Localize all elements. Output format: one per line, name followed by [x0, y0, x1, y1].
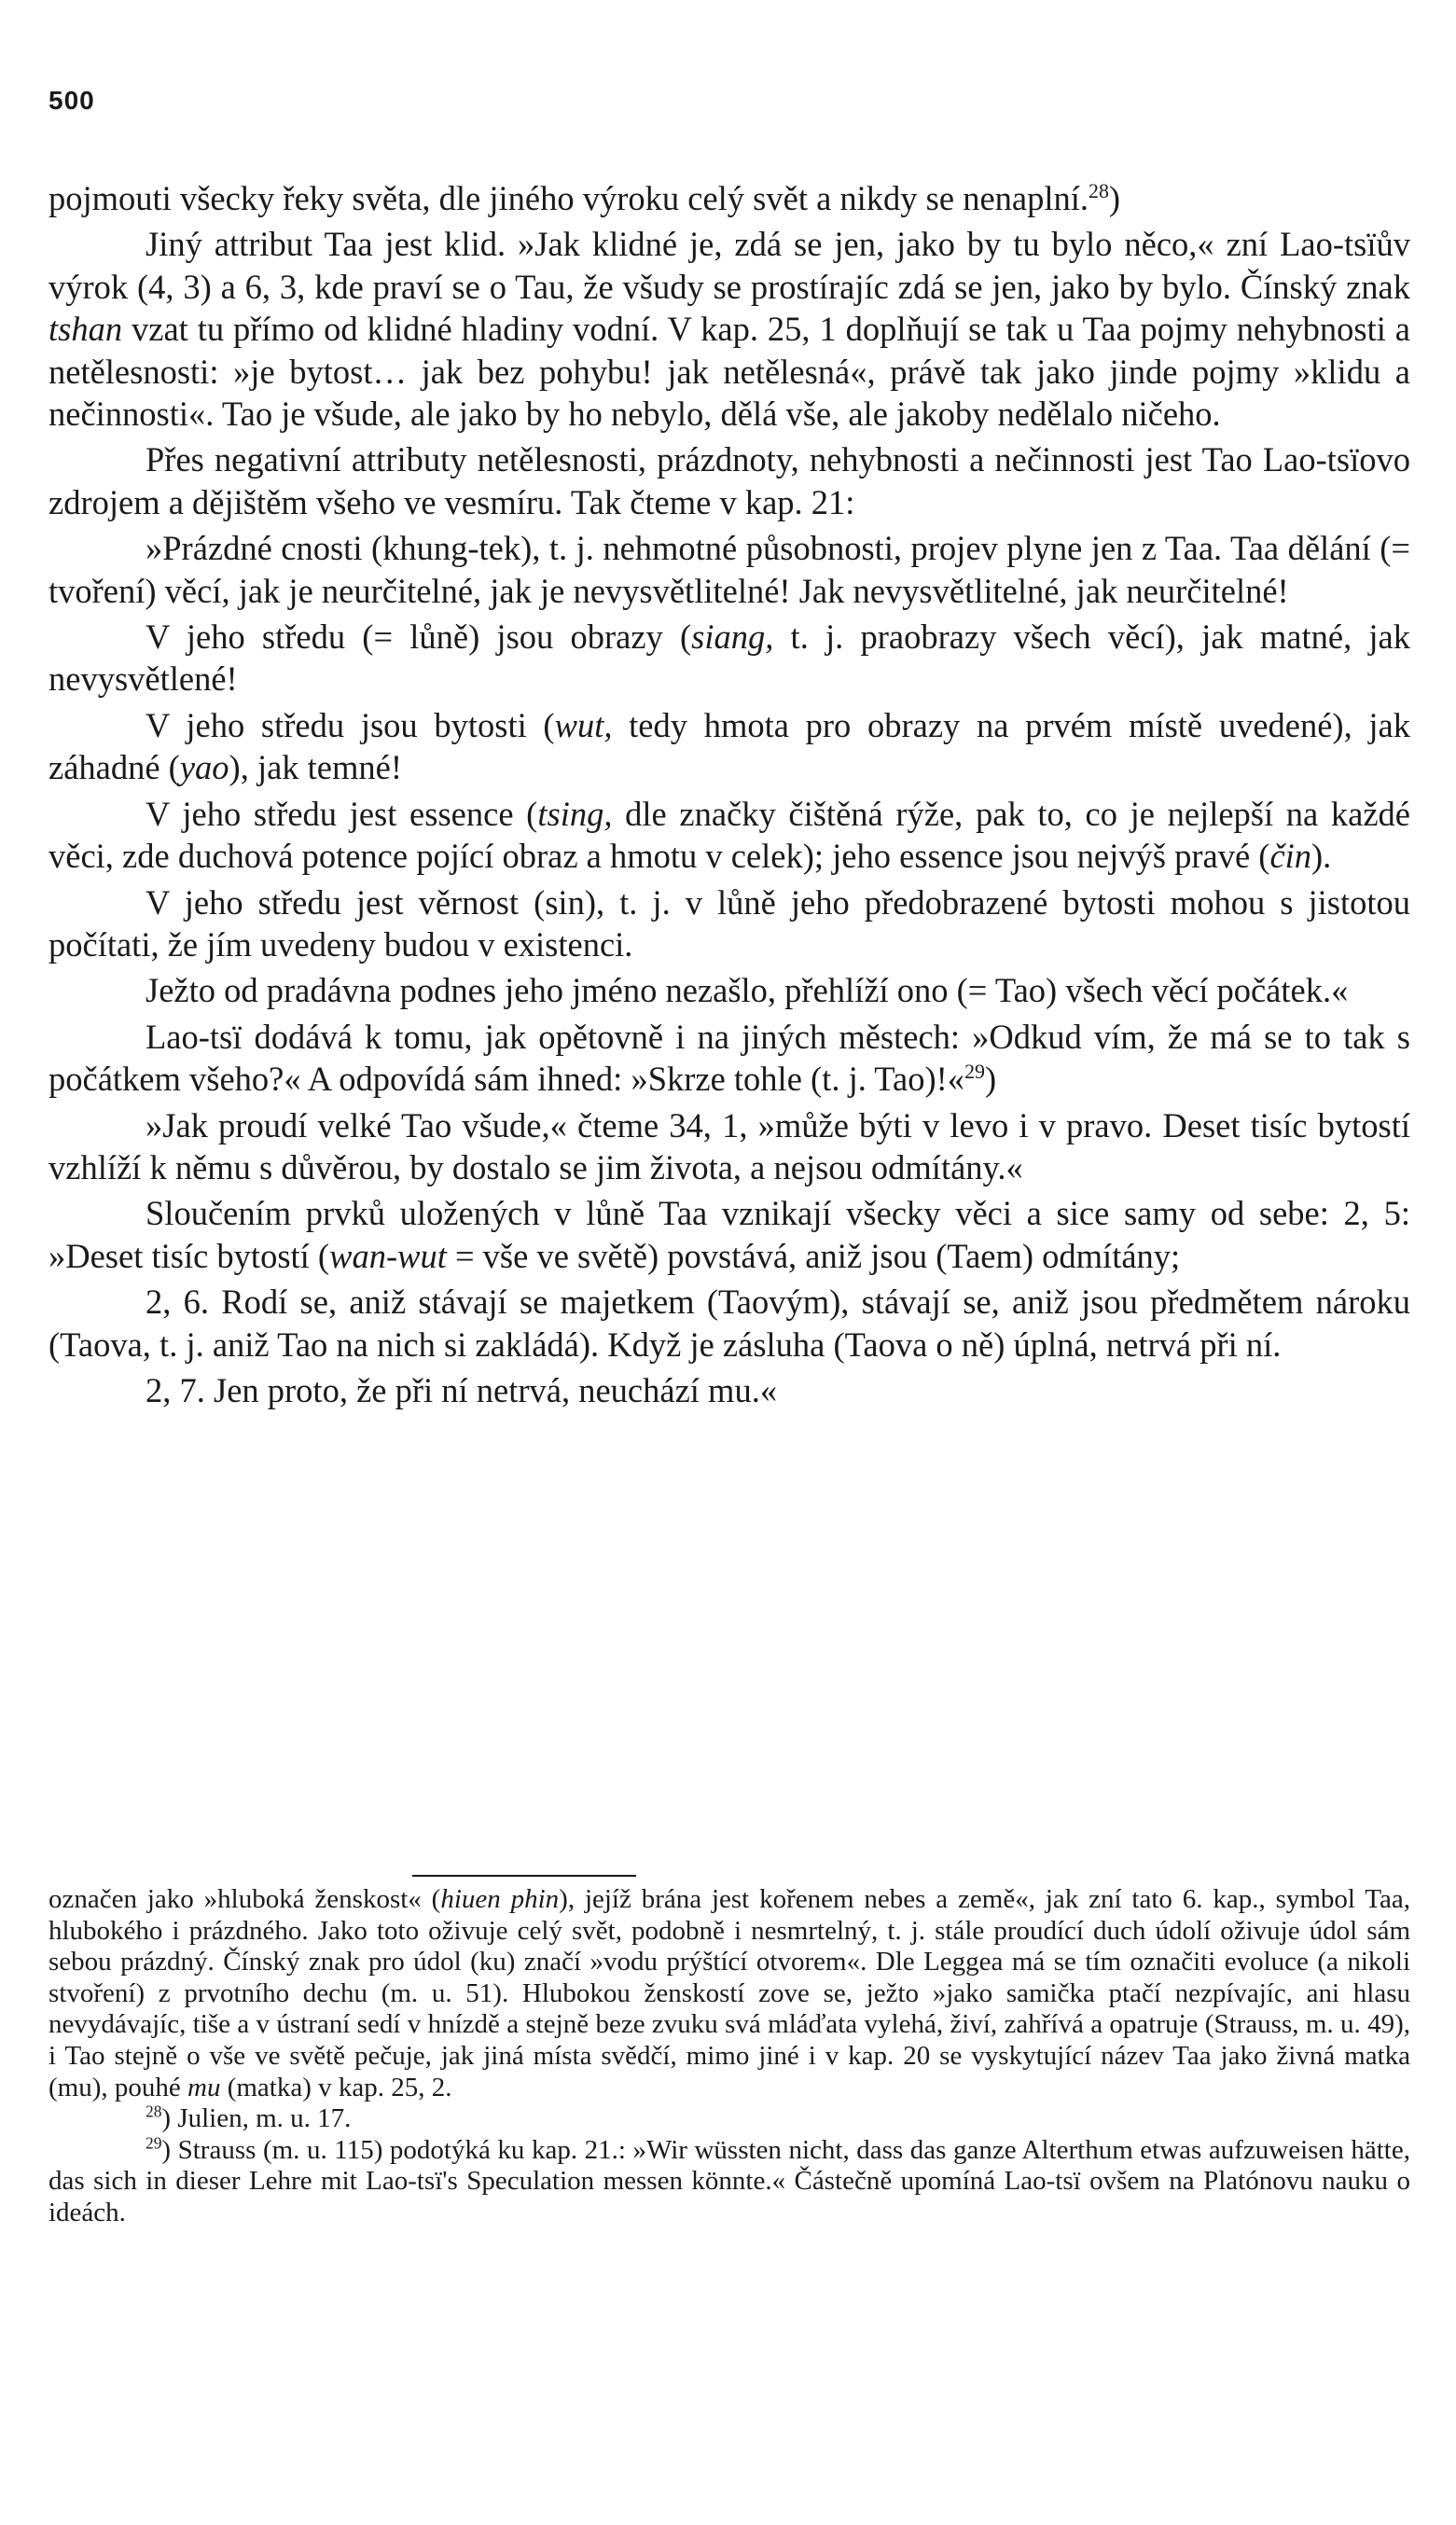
term-yao: yao	[179, 748, 229, 787]
paragraph-4	[49, 1016, 1410, 1101]
quote-3-text-a: V jeho středu jsou bytosti (	[146, 705, 555, 744]
footnote-ref-paren: )	[984, 1060, 997, 1099]
paragraph-8: 2, 7. Jen proto, že při ní netrvá, neuchází mu.«	[146, 1370, 778, 1409]
quote-4-text-a: V jeho středu jest essence (	[146, 794, 538, 833]
footnote-cont-text-a: označen jako »hluboká ženskost« (	[49, 1884, 441, 1914]
footnote-29-text: Strauss (m. u. 115) podotýká ku kap. 21.: »Wir wüssten nicht, dass das ganze Alterthum etwas aufzuweisen hätte, das sich in dieser Lehre mit Lao-tsï's Speculation messen könnte.« Částečně upomíná Lao-tsï ovšem na Platónovu nauku o ideách.	[49, 2134, 1410, 2227]
footnote-28	[49, 2103, 1410, 2135]
quote-paragraph-6: Ježto od pradávna podnes jeho jméno nezašlo, přehlíží ono (= Tao) všech věcí počátek.«	[146, 971, 1349, 1010]
paragraph-5: »Jak proudí velké Tao všude,« čteme 34, 1, »může býti v levo i v pravo. Deset tisíc bytostí vzhlíží k němu s důvěrou, by dostalo se jim života, a nejsou odmítány.«	[49, 1105, 1410, 1186]
term-hiuen-phin: hiuen phin	[440, 1884, 560, 1914]
paragraph-6-text-b: = vše ve světě) povstává, aniž jsou (Taem) odmítány;	[446, 1236, 1181, 1275]
paragraph-6	[49, 1192, 1410, 1277]
paragraph-6-text-a: Sloučením prvků uložených v lůně Taa vznikají všecky věci a sice samy od sebe: 2, 5: »Deset tisíc bytostí (	[49, 1194, 1410, 1275]
paragraph-2-text-a: Jiný attribut Taa jest klid. »Jak klidné je, zdá se jen, jako by tu bylo něco,« zní Lao-tsïův výrok (4, 3) a 6, 3, kde praví se o Tau, že všudy se prostírajíc zdá se jen, jako by bylo. Čínský znak	[49, 225, 1410, 306]
quote-2-text-a: V jeho středu (= lůně) jsou obrazy (	[146, 617, 692, 657]
quote-4-text-b: dle značky čištěná rýže, pak to, co je nejlepší na každé věci, zde duchová potence pojící obraz a hmotu v celek); jeho essence jsou nejvýš pravé (	[49, 794, 1410, 876]
footnotes	[49, 1884, 1410, 2229]
quote-2-text-b: t. j. praobrazy všech věcí), jak matné, jak nevysvětlené!	[49, 617, 1410, 699]
footnote-divider	[412, 1875, 636, 1877]
footnote-cont-text-b: ), jejíž brána jest kořenem nebes a země«, jak zní tato 6. kap., symbol Taa, hlubokého i prázdného. Jako toto oživuje celý svět, podobně i nesmrtelný, t. j. stále proudící duch údolí oživuje údol sám sebou prázdný. Čínský znak pro údol (ku) značí »vodu prýštící otvorem«. Dle Leggea má se tím označiti evoluce (a nikoli stvoření) z prvotního dechu (m. u. 51). Hlubokou ženskostí zove se, ježto »jako samička ptačí nezpívajíc, ani hlasu nevydávajíc, tiše a v ústraní sedí v hnízdě a stejně beze zvuku svá mláďata vylehá, živí, zahřívá a opatruje (Strauss, m. u. 49), i Tao stejně o vše ve světě pečuje, jak jiná místa svědčí, mimo jiné i v kap. 20 se vyskytující název Taa jako živná matka (mu), pouhé	[49, 1884, 1410, 2102]
quote-paragraph-5: V jeho středu jest věrnost (sin), t. j. v lůně jeho předobrazené bytosti mohou s jistotou počítati, že jím uvedeny budou v existenci.	[49, 882, 1410, 964]
quote-paragraph-1: »Prázdné cnosti (khung-tek), t. j. nehmotné působnosti, projev plyne jen z Taa. Taa dělání (= tvoření) věcí, jak je neurčitelné, jak je nevysvětlitelné! Jak nevysvětlitelné, jak neurčitelné!	[49, 529, 1410, 610]
footnote-ref-28[interactable]: 28	[1089, 178, 1109, 202]
paragraph-4-text: Lao-tsï dodává k tomu, jak opětovně i na jiných městech: »Odkud vím, že má se to tak s počátkem všeho?« A odpovídá sám ihned: »Skrze tohle (t. j. Tao)!«	[49, 1017, 1410, 1099]
footnote-29	[49, 2135, 1410, 2229]
term-tsing: tsing,	[537, 794, 613, 833]
paragraph-2	[49, 223, 1410, 435]
term-cin: čin	[1269, 837, 1312, 876]
main-text	[49, 177, 1410, 1411]
paragraph-1	[49, 177, 1410, 219]
quote-paragraph-4	[49, 793, 1410, 878]
term-tshan: tshan	[49, 310, 123, 349]
paragraph-7: 2, 6. Rodí se, aniž stávají se majetkem (Taovým), stávají se, aniž jsou předmětem nároku (Taova, t. j. aniž Tao na nich si zakládá). Když je zásluha (Taova o ně) úplná, netrvá při ní.	[49, 1283, 1410, 1364]
quote-paragraph-3	[49, 704, 1410, 789]
term-siang: siang,	[691, 617, 774, 657]
footnote-29-paren: )	[161, 2134, 172, 2165]
footnote-ref-paren: )	[1108, 179, 1121, 217]
paragraph-2-text-b: vzat tu přímo od klidné hladiny vodní. V kap. 25, 1 doplňují se tak u Taa pojmy nehybnosti a netělesnosti: »je bytost… jak bez pohybu! jak netělesná«, právě tak jako jinde pojmy »klidu a nečinnosti«. Tao je všude, ale jako by ho nebylo, dělá vše, ale jakoby nedělalo ničeho.	[49, 310, 1410, 434]
quote-3-text-c: ), jak temné!	[229, 748, 403, 787]
footnote-29-marker: 29	[146, 2133, 162, 2153]
page-number: 500	[49, 86, 95, 115]
footnote-cont-text-c: (matka) v kap. 25, 2.	[220, 2072, 452, 2102]
paragraph-3: Přes negativní attributy netělesnosti, prázdnoty, nehybnosti a nečinnosti jest Tao Lao-tsïovo zdrojem a dějištěm všeho ve vesmíru. Tak čteme v kap. 21:	[49, 440, 1410, 521]
quote-paragraph-2	[49, 616, 1410, 701]
footnote-28-paren: )	[161, 2103, 172, 2134]
footnote-28-marker: 28	[146, 2102, 162, 2121]
term-wut: wut,	[554, 705, 613, 744]
paragraph-1-text: pojmouti všecky řeky světa, dle jiného výroku celý svět a nikdy se nenaplní.	[49, 179, 1089, 217]
footnote-continuation	[49, 1884, 1410, 2103]
quote-3-text-b: tedy hmota pro obrazy na prvém místě uvedené), jak záhadné (	[49, 705, 1410, 787]
footnote-ref-29[interactable]: 29	[964, 1059, 985, 1083]
term-mu: mu	[187, 2072, 221, 2102]
quote-4-text-c: ).	[1311, 837, 1332, 876]
term-wan-wut: wan-wut	[329, 1236, 447, 1275]
footnote-28-text: Julien, m. u. 17.	[171, 2103, 352, 2134]
